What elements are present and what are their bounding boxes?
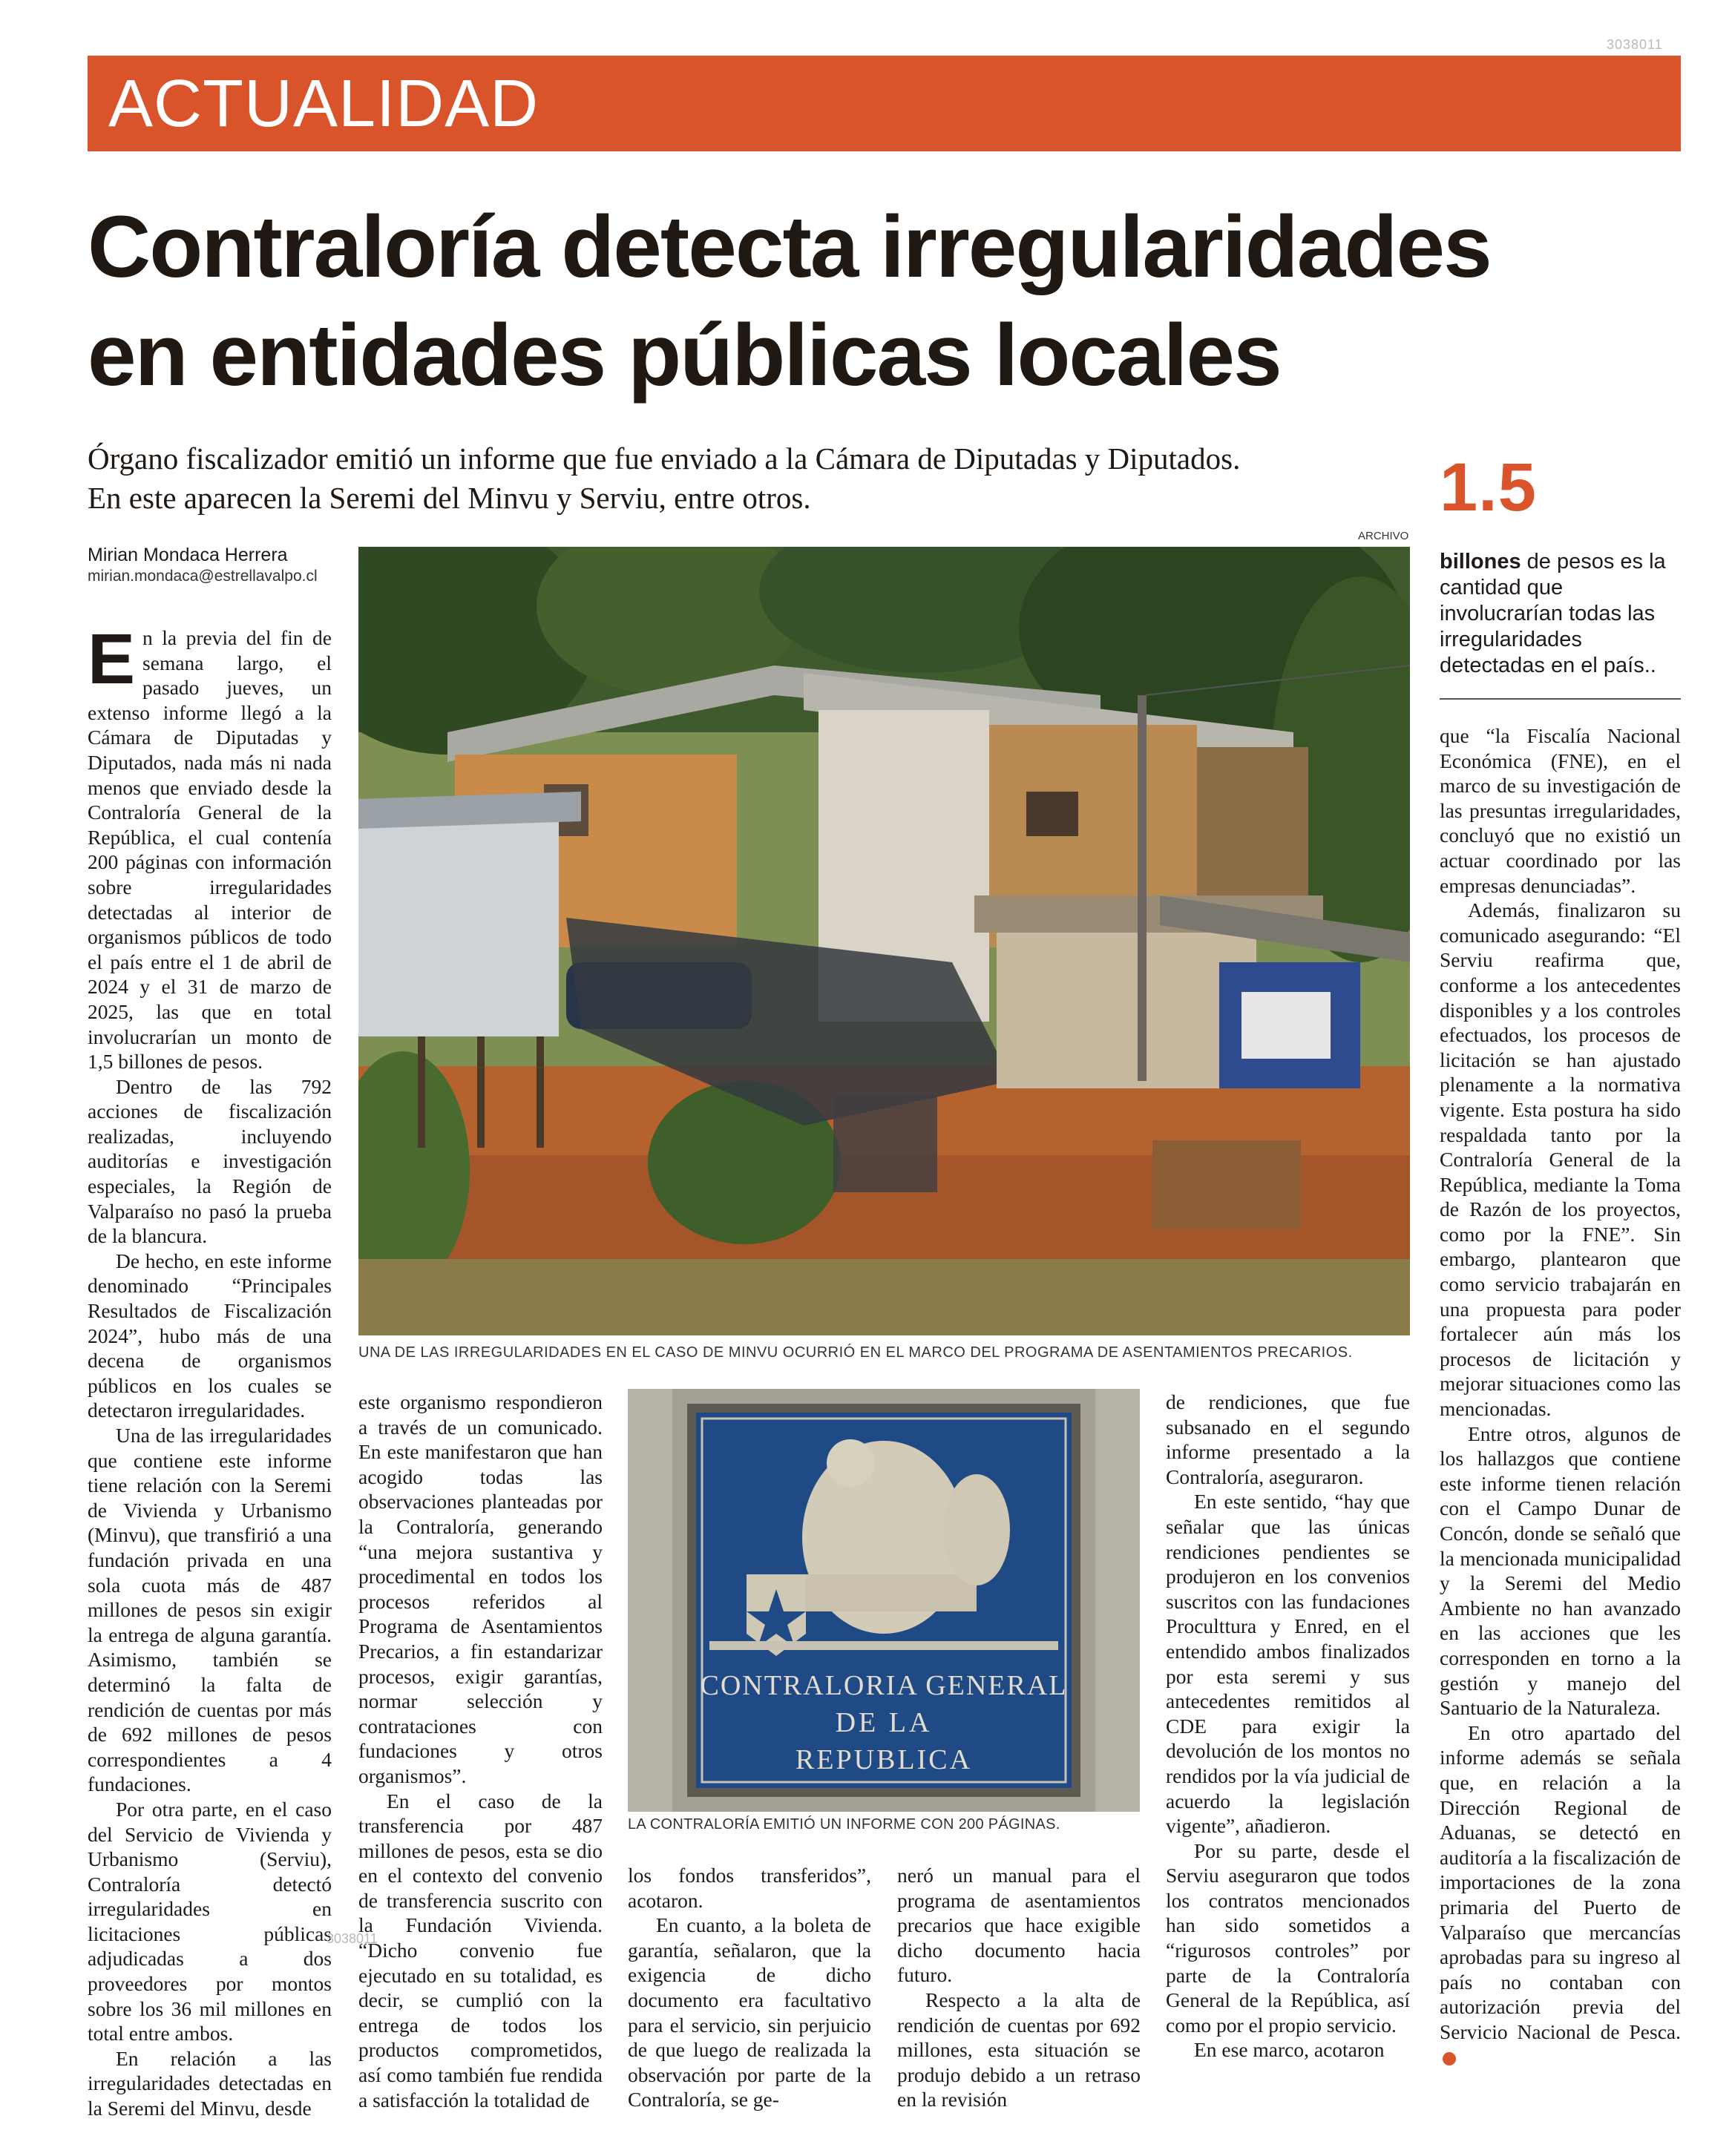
byline bbox=[88, 544, 355, 587]
highlight-description: de pesos es la cantidad que involucrarían todas las irregularidades detectadas en el país.. bbox=[1440, 550, 1666, 677]
article-paragraph: los fondos transferidos”, acotaron. bbox=[628, 1864, 871, 1912]
subheadline bbox=[88, 439, 1423, 518]
page-code-watermark: 3038011 bbox=[327, 1931, 378, 1946]
article-column-2 bbox=[358, 1390, 603, 2117]
plaque-line-1: CONTRALORIA GENERAL bbox=[700, 1670, 1068, 1701]
article-column-3b bbox=[897, 1863, 1141, 2119]
main-photo-caption: UNA DE LAS IRREGULARIDADES EN EL CASO DE MINVU OCURRIÓ EN EL MARCO DEL PROGRAMA DE ASENTAMIENTOS PRECARIOS. bbox=[358, 1344, 1353, 1361]
article-paragraph: Entre otros, algunos de los hallazgos que contiene este informe tienen relación con el Campo Dunar de Concón, donde se señaló que la mencionada municipalidad y la Seremi del Medio Ambiente no han avanzado en las acciones que les corresponden en torno a la gestión y manejo del Santuario de la Naturaleza. bbox=[1440, 1422, 1681, 1720]
article-paragraph: Además, finalizaron su comunicado asegurando: “El Serviu reafirma que, conforme a los antecedentes disponibles y a los controles efectuados, los procesos de licitación se han ajustado plenamente a la normativa vigente. Esta postura ha sido respaldada tanto por la Contraloría General de la República, mediante la Toma de Razón de los proyectos, como por la FNE”. Sin embargo, plantearon que como servicio trabajarán en una propuesta para poder fortalecer aún más los procesos de licitación y mejorar situaciones como las mencionadas. bbox=[1440, 898, 1681, 1421]
article-paragraph: que “la Fiscalía Nacional Económica (FNE), en el marco de su investigación de las presuntas irregularidades, concluyó que no existió un actuar coordinado por las empresas denunciadas”. bbox=[1440, 724, 1681, 897]
highlight-text bbox=[1440, 549, 1681, 679]
headline-line-2: en entidades públicas locales bbox=[88, 306, 1281, 404]
section-label: ACTUALIDAD bbox=[108, 67, 539, 141]
plaque-line-3: REPUBLICA bbox=[795, 1744, 973, 1775]
article-paragraph: En este sentido, “hay que señalar que las únicas rendiciones pendientes se produjeron en los convenios suscritos con las fundaciones Proculttura y Enred, en el entendido ambos finalizados por esta seremi y sus antecedentes remitidos al CDE para exigir la devolución de los montos no rendidos por la vía judicial de acuerdo la legislación vigente”, añadieron. bbox=[1166, 1490, 1410, 1838]
contraloria-plaque-photo bbox=[628, 1389, 1140, 1812]
article-column-1 bbox=[88, 619, 332, 2120]
settlement-photo bbox=[358, 547, 1410, 1335]
article-column-4 bbox=[1166, 1390, 1410, 2062]
highlight-number: 1.5 bbox=[1440, 450, 1537, 525]
settlement-illustration bbox=[358, 547, 1410, 1335]
page-code: 3038011 bbox=[1607, 37, 1663, 52]
article-paragraph: En el caso de la transferencia por 487 millones de pesos, esta se dio en el contexto del convenio de transferencia suscrito con la Fundación Vivienda. “Dicho convenio fue ejecutado en su totalidad, es decir, se cumplió con la entrega de todos los productos comprometidos, así como también fue rendida a satisfacción la totalidad de bbox=[358, 1789, 603, 2111]
photo-credit: ARCHIVO bbox=[1358, 530, 1409, 542]
article-paragraph bbox=[88, 619, 332, 1074]
article-paragraph: Dentro de las 792 acciones de fiscalización realizadas, incluyendo auditorías e investigación especiales, la Región de Valparaíso no pasó la prueba de la blancura. bbox=[88, 1074, 332, 1248]
subheadline-line-2: En este aparecen la Seremi del Minvu y Serviu, entre otros. bbox=[88, 481, 811, 515]
article-paragraph: En cuanto, a la boleta de garantía, señalaron, que la exigencia de dicho documento era facultativo para el servicio, sin perjuicio de que luego de realizada la observación por parte de la Contraloría, se ge- bbox=[628, 1913, 871, 2111]
article-paragraph: Por otra parte, en el caso del Servicio de Vivienda y Urbanismo (Serviu), Contraloría detectó irregularidades en licitaciones públicas adjudicadas a dos proveedores por montos sobre los 36 mil millones en total entre ambos. bbox=[88, 1797, 332, 2045]
divider bbox=[1440, 698, 1681, 700]
article-paragraph: de rendiciones, que fue subsanado en el segundo informe presentado a la Contraloría, aseguraron. bbox=[1166, 1390, 1410, 1488]
author-email[interactable]: mirian.mondaca@estrellavalpo.cl bbox=[88, 568, 318, 585]
article-paragraph: En relación a las irregularidades detectadas en la Seremi del Minvu, desde bbox=[88, 2046, 332, 2120]
article-paragraph: Una de las irregularidades que contiene este informe tiene relación con la Seremi de Vivienda y Urbanismo (Minvu), que transfirió a una fundación privada en una sola cuota más de 487 millones de pesos sin exigir la entrega de alguna garantía. Asimismo, también se determinó la falta de rendición de cuentas por más de 692 millones de pesos correspondientes a 4 fundaciones. bbox=[88, 1424, 332, 1796]
plaque-line-2: DE LA bbox=[835, 1707, 933, 1738]
article-paragraph: Respecto a la alta de rendición de cuentas por 692 millones, esta situación se produjo debido a un retraso en la revisión bbox=[897, 1988, 1141, 2111]
subheadline-line-1: Órgano fiscalizador emitió un informe que fue enviado a la Cámara de Diputadas y Diputados. bbox=[88, 441, 1241, 476]
article-paragraph-text: n la previa del fin de semana largo, el pasado jueves, un extenso informe llegó a la Cámara de Diputadas y Diputados, nada más ni nada menos que enviado desde la Contraloría General de la República, el cual contenía 200 páginas con información sobre irregularidades detectadas al interior de organismos públicos de todo el país entre el 1 de abril de 2024 y el 31 de marzo de 2025, las que en total involucrarían un monto de 1,5 billones de pesos. bbox=[88, 626, 332, 1074]
article-paragraph: Por su parte, desde el Serviu aseguraron que todos los contratos mencionados han sido sometidos a “rigurosos controles” por parte de la Contraloría General de la República, así como por el propio servicio. bbox=[1166, 1838, 1410, 2037]
article-paragraph bbox=[1440, 1720, 1681, 2069]
highlight-bold-word: billones bbox=[1440, 550, 1521, 573]
article-paragraph-text: En otro apartado del informe además se señala que, en relación a la Dirección Regional de Aduanas, se detectó en auditoría a la fiscalización de importaciones de la zona primaria del Puerto de Valparaíso que mercancías aprobadas para su ingreso al país no contaban con autorización previa del Servicio Nacional de Pesca. bbox=[1440, 1720, 1681, 2043]
article-column-5 bbox=[1440, 723, 1681, 2118]
article-paragraph: De hecho, en este informe denominado “Principales Resultados de Fiscalización 2024”, hubo más de una decena de organismos públicos en los cuales se detectaron irregularidades. bbox=[88, 1249, 332, 1422]
section-banner bbox=[88, 56, 1681, 151]
plaque-illustration bbox=[628, 1389, 1140, 1812]
article-column-3a bbox=[628, 1863, 871, 2119]
headline-line-1: Contraloría detecta irregularidades bbox=[88, 198, 1491, 296]
article-paragraph: neró un manual para el programa de asentamientos precarios que hace exigible dicho documento hacia futuro. bbox=[897, 1864, 1141, 1987]
headline bbox=[88, 193, 1681, 410]
article-paragraph: En ese marco, acotaron bbox=[1194, 2038, 1385, 2062]
end-of-article-icon bbox=[1443, 2052, 1456, 2065]
article-paragraph: este organismo respondieron a través de un comunicado. En este manifestaron que han acogido todas las observaciones planteadas por la Contraloría, generando “una mejora sustantiva y procedimental en todos los procesos referidos al Programa de Asentamientos Precarios, a fin estandarizar procesos, exigir garantías, normar selección y contrataciones con fundaciones y otros organismos”. bbox=[358, 1390, 603, 1787]
author-name: Mirian Mondaca Herrera bbox=[88, 545, 288, 565]
drop-cap: E bbox=[88, 619, 136, 699]
plaque-photo-caption: LA CONTRALORÍA EMITIÓ UN INFORME CON 200 PÁGINAS. bbox=[628, 1816, 1060, 1833]
